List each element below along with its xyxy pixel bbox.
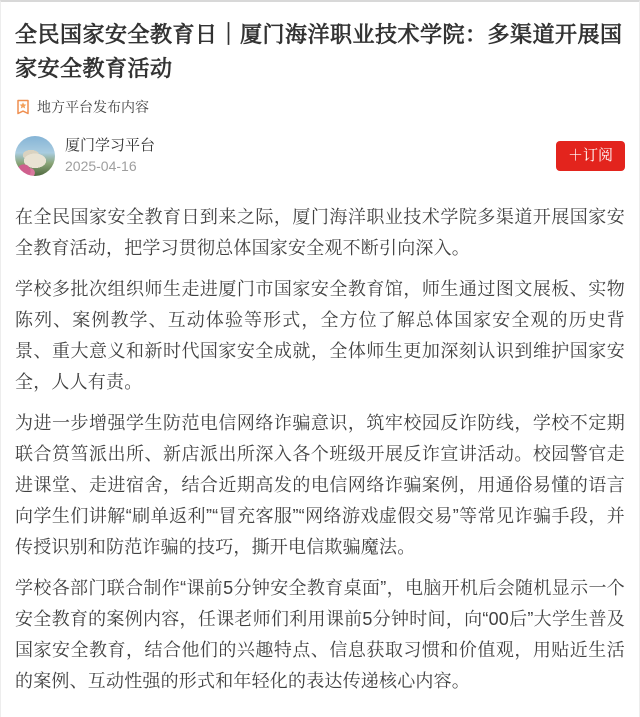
article-paragraph: 学校各部门联合制作“课前5分钟安全教育桌面”，电脑开机后会随机显示一个安全教育的案例内容，任课老师们利用课前5分钟时间，向“00后”大学生普及国家安全教育，结合他们的兴趣特点、信息获取习惯和价值观，用贴近生活的案例、互动性强的形式和年轻化的表达传递核心内容。 (15, 578, 625, 691)
author-name[interactable]: 厦门学习平台 (65, 137, 156, 154)
author-meta (65, 136, 556, 176)
article-paragraph: 学校多批次组织师生走进厦门市国家安全教育馆，师生通过图文展板、实物陈列、案例教学、互动体验等形式，全方位了解总体国家安全观的历史背景、重大意义和新时代国家安全成就，全体师生更加深刻认识到维护国家安全，人人有责。 (15, 279, 625, 392)
source-tag (15, 98, 625, 116)
source-tag-label: 地方平台发布内容 (37, 99, 149, 115)
subscribe-button[interactable]: ＋订阅 (556, 141, 625, 171)
article-paragraph: 为进一步增强学生防范电信网络诈骗意识，筑牢校园反诈防线，学校不定期联合筼筜派出所、新店派出所深入各个班级开展反诈宣讲活动。校园警官走进课堂、走进宿舍，结合近期高发的电信网络诈骗案例，用通俗易懂的语言向学生们讲解“刷单返利”“冒充客服”“网络游戏虚假交易”等常见诈骗手段，并传授识别和防范诈骗的技巧，撕开电信欺骗魔法。 (15, 413, 625, 557)
article-paragraph: 在全民国家安全教育日到来之际，厦门海洋职业技术学院多渠道开展国家安全教育活动，把学习贯彻总体国家安全观不断引向深入。 (15, 207, 625, 258)
author-avatar[interactable] (15, 136, 55, 176)
author-row (15, 136, 625, 176)
article-body (15, 202, 625, 697)
publish-date: 2025-04-16 (65, 158, 137, 174)
certificate-badge-icon (15, 99, 31, 115)
page-title: 全民国家安全教育日｜厦门海洋职业技术学院：多渠道开展国家安全教育活动 (15, 22, 623, 81)
